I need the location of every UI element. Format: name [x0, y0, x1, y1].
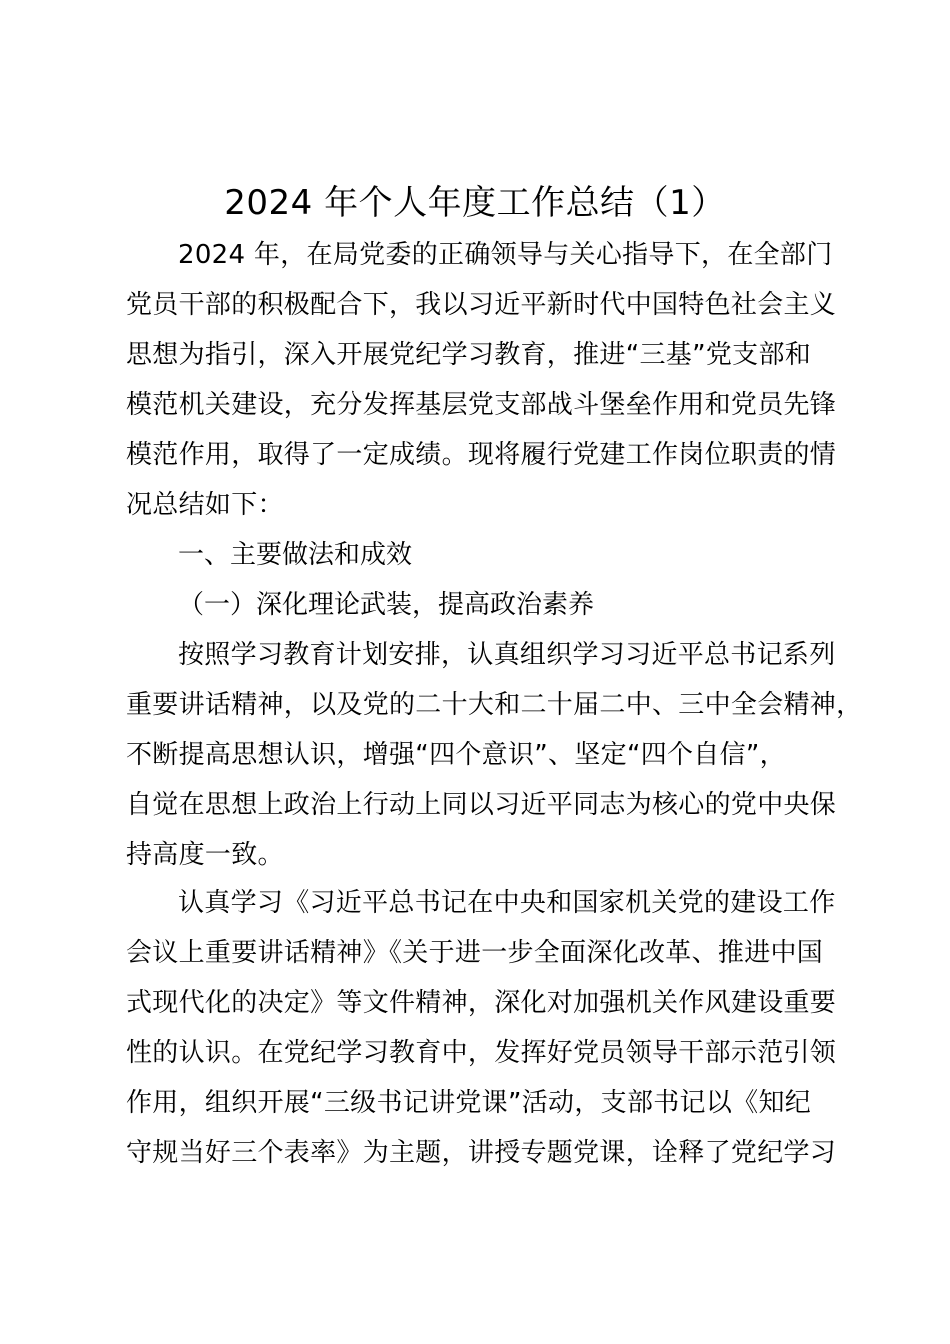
paragraph-line: 况总结如下：: [126, 490, 284, 520]
section-heading-block: [126, 530, 836, 630]
document-title: 2024 年个人年度工作总结（1）: [224, 183, 726, 223]
paragraph-line: 模范机关建设，充分发挥基层党支部战斗堡垒作用和党员先锋: [126, 390, 837, 420]
paragraph-line: 2024 年，在局党委的正确领导与关心指导下，在全部门: [178, 240, 833, 270]
paragraph-line: 作用，组织开展“三级书记讲党课”活动，支部书记以《知纪: [126, 1088, 812, 1118]
paragraph-line: 守规当好三个表率》为主题，讲授专题党课，诠释了党纪学习: [126, 1138, 837, 1168]
paragraph-line: 模范作用，取得了一定成绩。现将履行党建工作岗位职责的情: [126, 440, 837, 470]
paragraph-line: 重要讲话精神，以及党的二十大和二十届二中、三中全会精神，: [126, 690, 863, 720]
paragraph-line: 性的认识。在党纪学习教育中，发挥好党员领导干部示范引领: [126, 1038, 837, 1068]
intro-paragraph: [126, 230, 836, 530]
paragraph-line: 会议上重要讲话精神》《关于进一步全面深化改革、推进中国: [126, 938, 824, 968]
documents-paragraph: [126, 878, 836, 1178]
paragraph-line: 党员干部的积极配合下，我以习近平新时代中国特色社会主义: [126, 290, 837, 320]
paragraph-line: 式现代化的决定》等文件精神，深化对加强机关作风建设重要: [126, 988, 837, 1018]
paragraph-line: 认真学习《习近平总书记在中央和国家机关党的建设工作: [178, 888, 836, 918]
paragraph-line: 持高度一致。: [126, 840, 284, 870]
paragraph-line: 自觉在思想上政治上行动上同以习近平同志为核心的党中央保: [126, 790, 837, 820]
study-paragraph: [126, 630, 863, 880]
section-heading: 一、主要做法和成效: [178, 540, 413, 570]
paragraph-line: 思想为指引，深入开展党纪学习教育，推进“三基”党支部和: [126, 340, 812, 370]
paragraph-line: 不断提高思想认识，增强“四个意识”、坚定“四个自信”，: [126, 740, 786, 770]
paragraph-line: 按照学习教育计划安排，认真组织学习习近平总书记系列: [178, 640, 836, 670]
subsection-heading: （一）深化理论武装，提高政治素养: [178, 590, 595, 620]
